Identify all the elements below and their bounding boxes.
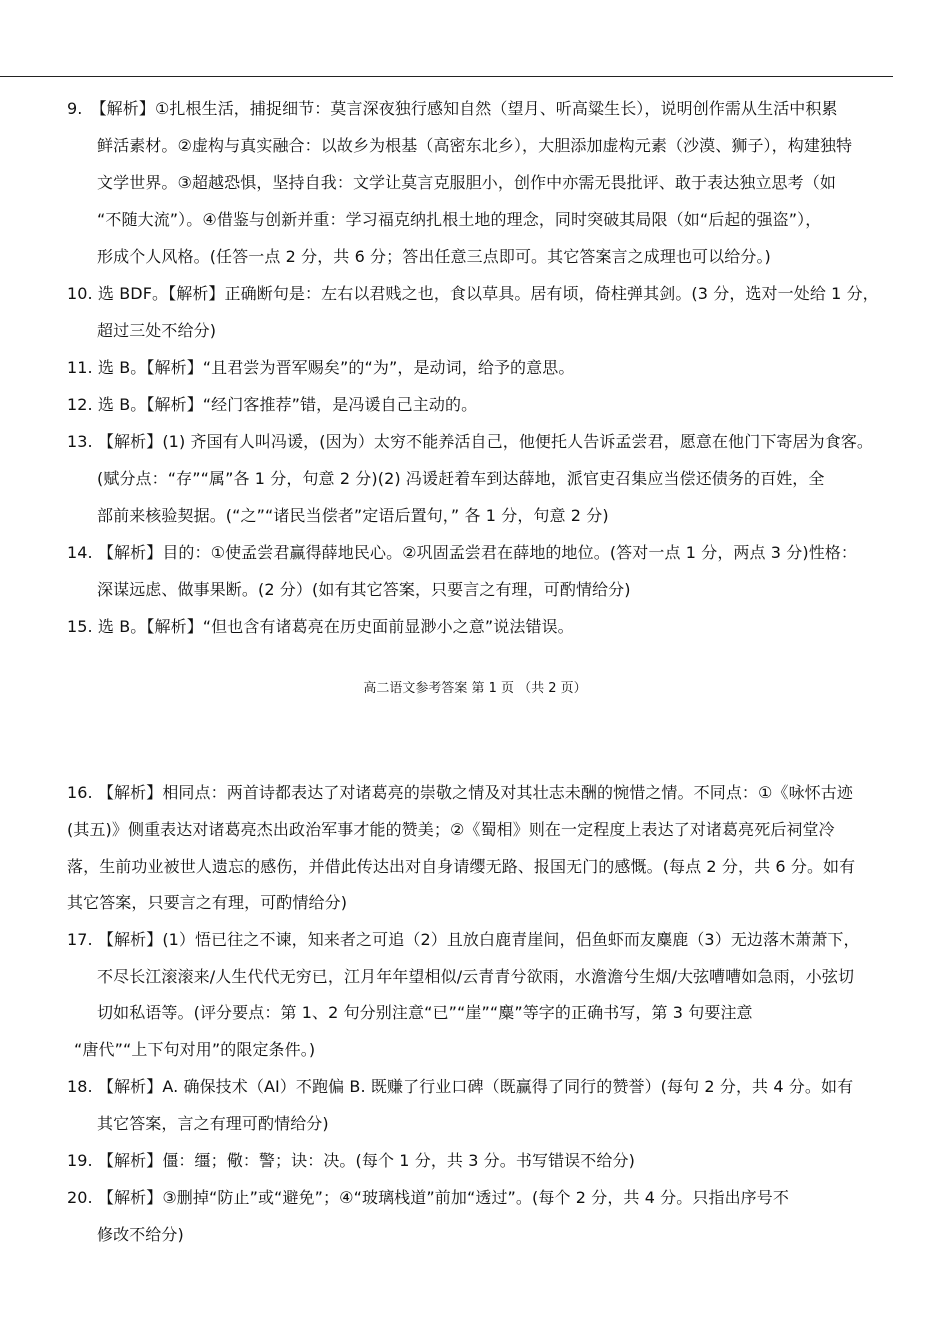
answer-20-line-1: 20. 【解析】③删掉“防止”或“避免”；④“玻璃栈道”前加“透过”。(每个 2 分，共 4 分。只指出序号不 (67, 1188, 789, 1207)
page-footer: 高二语文参考答案 第 1 页 （共 2 页） (363, 681, 587, 696)
answer-13-line-3: 部前来核验契据。(“之”“诸民当偿者”定语后置句，” 各 1 分，句意 2 分) (97, 506, 609, 525)
answer-16-line-4: 其它答案，只要言之有理，可酌情给分) (67, 893, 348, 912)
answer-16-line-2: (其五)》侧重表达对诸葛亮杰出政治军事才能的赞美；②《蜀相》则在一定程度上表达了对诸葛亮死后祠堂冷 (67, 820, 835, 839)
answer-14-line-1: 14. 【解析】目的：①使孟尝君赢得薛地民心。②巩固孟尝君在薛地的地位。(答对一点 1 分，两点 3 分)性格： (67, 543, 858, 562)
answer-9-line-2: 鲜活素材。②虚构与真实融合：以故乡为根基（高密东北乡），大胆添加虚构元素（沙漠、狮子），构建独特 (97, 136, 853, 155)
answer-9-line-1: 9. 【解析】①扎根生活，捕捉细节：莫言深夜独行感知自然（望月、听高粱生长），说明创作需从生活中积累 (67, 99, 838, 118)
answer-12-line-1: 12. 选 B。【解析】“经门客推荐”错，是冯谖自己主动的。 (67, 395, 478, 414)
answer-17-line-2: 不尽长江滚滚来/人生代代无穷已，江月年年望相似/云青青兮欲雨，水澹澹兮生烟/大弦嘈嘈如急雨，小弦切 (97, 967, 855, 986)
answer-16-line-1: 16. 【解析】相同点：两首诗都表达了对诸葛亮的崇敬之情及对其壮志未酬的惋惜之情。不同点：①《咏怀古迹 (67, 783, 853, 802)
answer-16-line-3: 落，生前功业被世人遗忘的感伤，并借此传达出对自身请缨无路、报国无门的感慨。(每点 2 分，共 6 分。如有 (67, 857, 856, 876)
answer-9-line-5: 形成个人风格。(任答一点 2 分，共 6 分；答出任意三点即可。其它答案言之成理也可以给分。) (97, 247, 771, 266)
answer-11-line-1: 11. 选 B。【解析】“且君尝为晋军赐矣”的“为”，是动词，给予的意思。 (67, 358, 575, 377)
answer-19-line-1: 19. 【解析】僵：缰；儆：警；诀：决。(每个 1 分，共 3 分。书写错误不给分) (67, 1151, 635, 1170)
answer-20-line-2: 修改不给分) (97, 1225, 184, 1244)
answer-9-line-3: 文学世界。③超越恐惧，坚持自我：文学让莫言克服胆小，创作中亦需无畏批评、敢于表达独立思考（如 (97, 173, 836, 192)
answer-18-line-1: 18. 【解析】A. 确保技术（AI）不跑偏 B. 既赚了行业口碑（既赢得了同行的赞誉）(每句 2 分，共 4 分。如有 (67, 1077, 854, 1096)
answer-17-line-3: 切如私语等。(评分要点：第 1、2 句分别注意“已”“崖”“麋”等字的正确书写，第 3 句要注意 (97, 1003, 753, 1022)
answer-10-line-2: 超过三处不给分) (97, 321, 217, 340)
answer-10-line-1: 10. 选 BDF。【解析】正确断句是：左右以君贱之也，食以草具。居有顷，倚柱弹其剑。(3 分，选对一处给 1 分， (67, 284, 879, 303)
answer-14-line-2: 深谋远虑、做事果断。(2 分）(如有其它答案，只要言之有理，可酌情给分) (97, 580, 631, 599)
answer-15-line-1: 15. 选 B。【解析】“但也含有诸葛亮在历史面前显渺小之意”说法错误。 (67, 617, 574, 636)
answer-18-line-2: 其它答案，言之有理可酌情给分) (97, 1114, 329, 1133)
answer-17-line-4: “唐代”“上下句对用”的限定条件。) (74, 1040, 316, 1059)
answer-13-line-1: 13. 【解析】(1) 齐国有人叫冯谖，(因为）太穷不能养活自己，他便托人告诉孟尝君，愿意在他门下寄居为食客。 (67, 432, 874, 451)
answer-9-line-4: “不随大流”）。④借鉴与创新并重：学习福克纳扎根土地的理念，同时突破其局限（如“后起的强盗”）， (97, 210, 822, 229)
answer-17-line-1: 17. 【解析】(1）悟已往之不谏，知来者之可追（2）且放白鹿青崖间，侣鱼虾而友麋鹿（3）无边落木萧萧下， (67, 930, 860, 949)
header-rule (0, 76, 893, 77)
answer-13-line-2: (赋分点：“存”“属”各 1 分，句意 2 分)(2) 冯谖赶着车到达薛地，派官吏召集应当偿还债务的百姓，全 (97, 469, 825, 488)
